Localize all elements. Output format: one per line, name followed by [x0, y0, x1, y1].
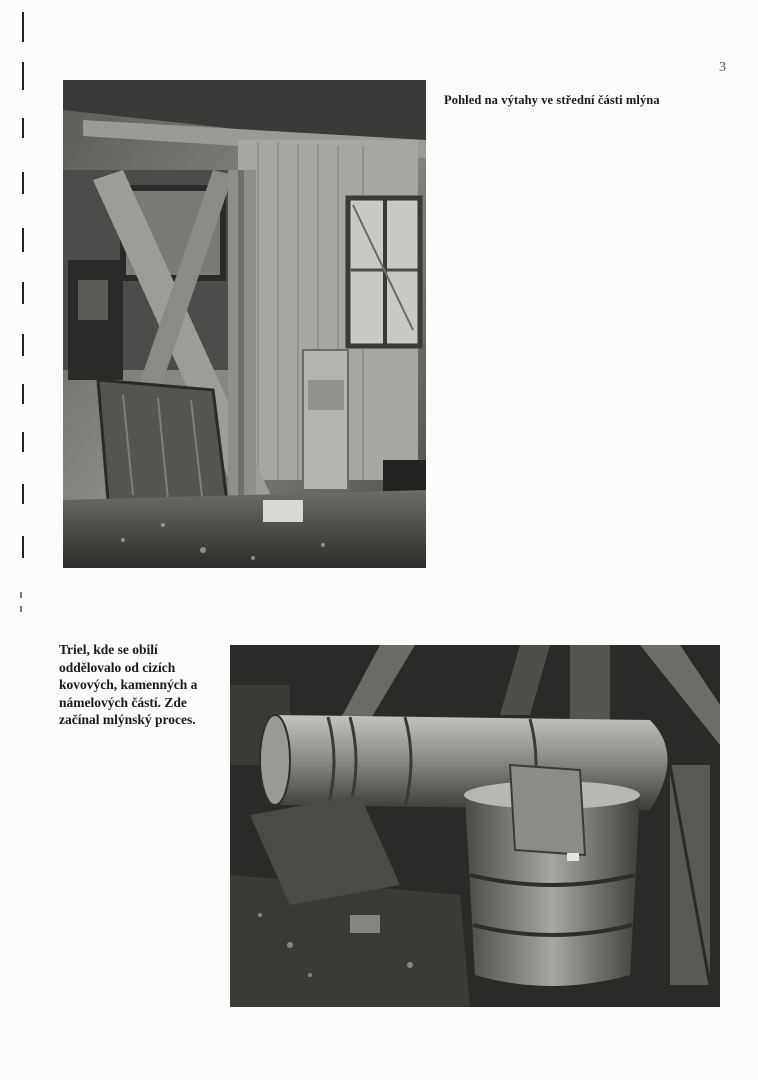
- caption-line: kovových, kamenných a: [59, 677, 198, 692]
- binding-dot: [20, 592, 22, 598]
- mill-lifts-photo: [63, 80, 426, 568]
- photo-caption-lifts: Pohled na výtahy ve střední části mlýna: [444, 93, 660, 107]
- page-number: 3: [719, 60, 726, 75]
- photo-caption-triel: [59, 641, 234, 729]
- binding-mark: [22, 62, 24, 90]
- caption-line: námelových částí. Zde: [59, 694, 187, 710]
- caption-line: začínal mlýnský proces.: [59, 712, 196, 727]
- binding-mark: [22, 536, 24, 558]
- binding-mark: [22, 12, 24, 42]
- binding-dot: [20, 606, 22, 612]
- binding-mark: [22, 282, 24, 304]
- caption-line: Triel, kde se obilí: [59, 642, 158, 657]
- binding-mark: [22, 172, 24, 194]
- binding-mark: [22, 334, 24, 356]
- caption-line: oddělovalo od cizích: [59, 659, 176, 675]
- triel-photo: [230, 645, 720, 1007]
- binding-mark: [22, 118, 24, 138]
- binding-mark: [22, 228, 24, 252]
- binding-mark: [22, 432, 24, 452]
- binding-mark: [22, 384, 24, 404]
- binding-mark: [22, 484, 24, 504]
